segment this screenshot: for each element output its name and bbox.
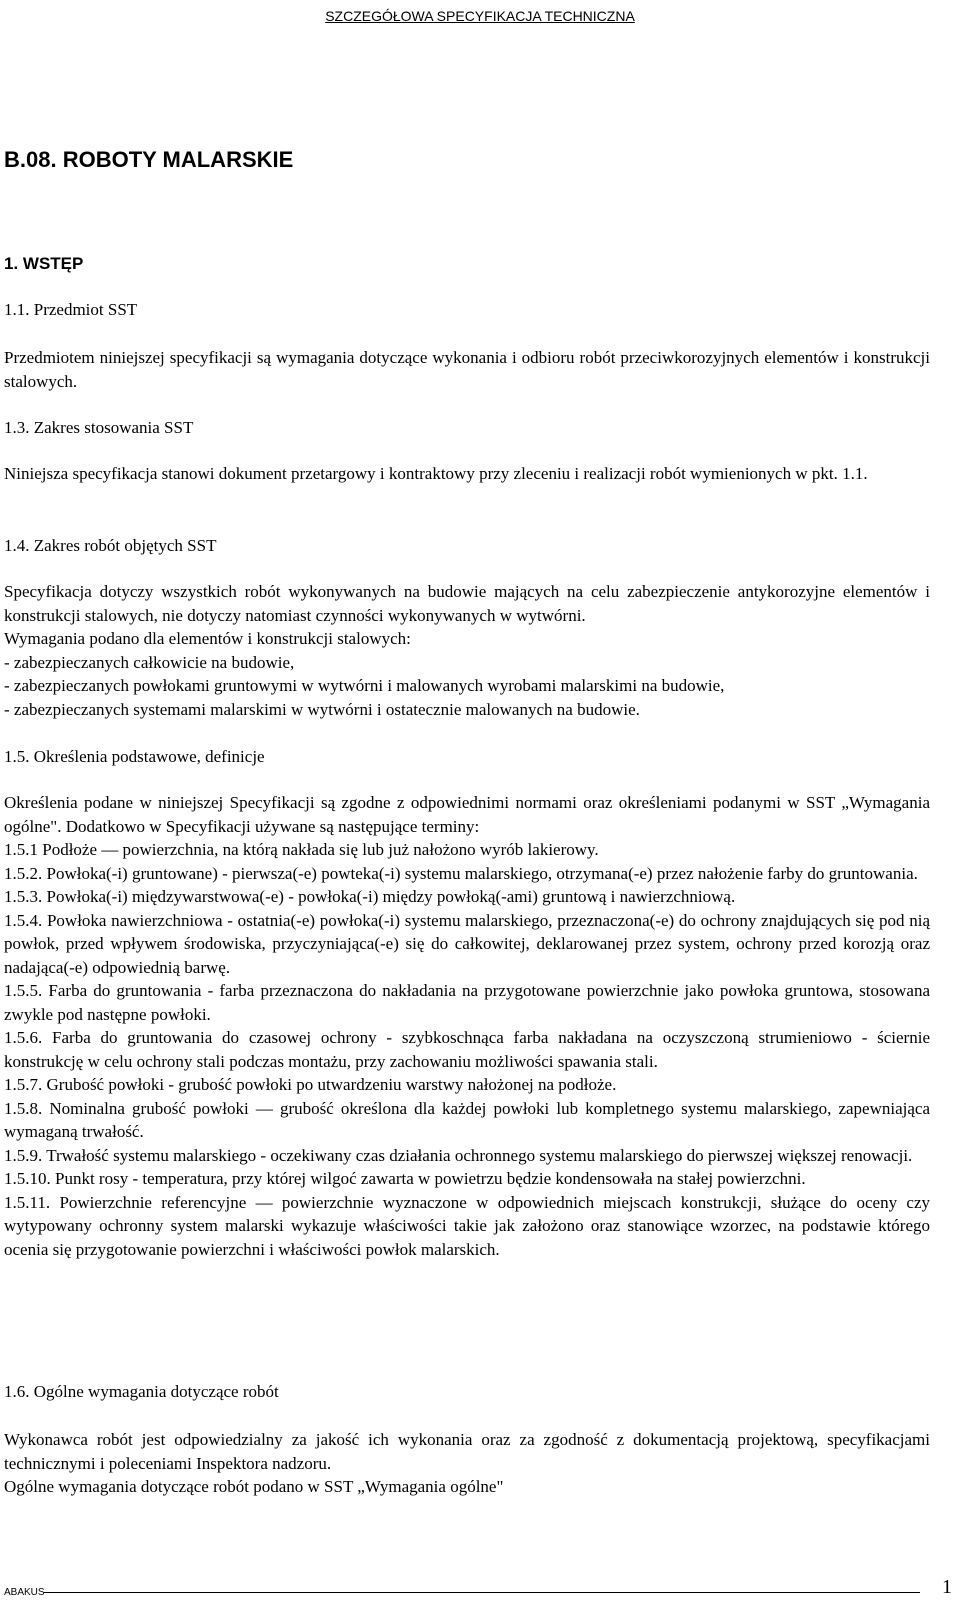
paragraph-1-6: Wykonawca robót jest odpowiedzialny za jakość ich wykonania oraz za zgodność z dokumentacją projektową, specyfikacjami technicznymi i poleceniami Inspektora nadzoru. <box>4 1430 930 1473</box>
heading-1-5: 1.5. Określenia podstawowe, definicje <box>4 747 265 766</box>
document-title: B.08. ROBOTY MALARSKIE <box>4 147 294 172</box>
section-1-4-body <box>4 580 930 721</box>
definition-item: 1.5.2. Powłoka(-i) gruntowane) - pierwsza(-e) powteka(-i) systemu malarskiego, otrzymana(-e) przez nałożenie farby do gruntowania. <box>4 863 918 883</box>
page-number: 1 <box>942 1576 952 1598</box>
paragraph-1-5-intro: Określenia podane w niniejszej Specyfikacji są zgodne z odpowiednimi normami oraz określeniami podanymi w SST „Wymagania ogólne". Dodatkowo w Specyfikacji używane są następujące terminy: <box>4 793 930 836</box>
list-item: - zabezpieczanych systemami malarskimi w wytwórni i ostatecznie malowanych na budowie. <box>4 699 640 719</box>
definition-item: 1.5.7. Grubość powłoki - grubość powłoki po utwardzeniu warstwy nałożonej na podłoże. <box>4 1075 617 1094</box>
heading-1-3: 1.3. Zakres stosowania SST <box>4 418 194 437</box>
definition-item: 1.5.5. Farba do gruntowania - farba przeznaczona do nakładania na przygotowane powierzchnie jako powłoka gruntowa, stosowana zwykle pod następne powłoki. <box>4 981 930 1024</box>
footer-company: ABAKUS <box>4 1587 45 1598</box>
heading-1-1: 1.1. Przedmiot SST <box>4 300 138 319</box>
list-item: - zabezpieczanych całkowicie na budowie, <box>4 652 295 672</box>
document-header: SZCZEGÓŁOWA SPECYFIKACJA TECHNICZNA <box>325 8 635 24</box>
definition-item: 1.5.8. Nominalna grubość powłoki — grubość określona dla każdej powłoki lub kompletnego systemu malarskiego, zapewniająca wymaganą trwałość. <box>4 1098 930 1141</box>
definition-item: 1.5.1 Podłoże — powierzchnia, na którą nakłada się lub już nałożono wyrób lakierowy. <box>4 840 599 859</box>
paragraph-1-4-requirements: Wymagania podano dla elementów i konstrukcji stalowych: <box>4 629 411 648</box>
paragraph-1-3: Niniejsza specyfikacja stanowi dokument przetargowy i kontraktowy przy zleceniu i realizacji robót wymienionych w pkt. 1.1. <box>4 464 868 483</box>
definition-item: 1.5.11. Powierzchnie referencyjne — powierzchnie wyznaczone w odpowiednich miejscach konstrukcji, służące do oceny czy wytypowany ochronny system malarski wykazuje właściwości takie jak założono oraz stanowiące wzorzec, na podstawie którego ocenia się przygotowanie powierzchni i właściwości powłok malarskich. <box>4 1192 930 1259</box>
definition-item: 1.5.4. Powłoka nawierzchniowa - ostatnia(-e) powłoka(-i) systemu malarskiego, przeznaczona(-e) do ochrony znajdujących się pod nią powłok, przed wpływem środowiska, przyczyniająca(-e) się do całkowitej, deklarowanej przez system, ochrony przed korozją oraz nadająca(-e) odpowiednią barwę. <box>4 910 930 977</box>
paragraph-1-1: Przedmiotem niniejszej specyfikacji są wymagania dotyczące wykonania i odbioru robót przeciwkorozyjnych elementów i konstrukcji stalowych. <box>4 348 930 391</box>
definition-item: 1.5.3. Powłoka(-i) międzywarstwowa(-e) - powłoka(-i) między powłoką(-ami) gruntową i nawierzchniową. <box>4 887 736 906</box>
definition-item: 1.5.9. Trwałość systemu malarskiego - oczekiwany czas działania ochronnego systemu malarskiego do pierwszej większej renowacji. <box>4 1145 913 1165</box>
paragraph-1-4: Specyfikacja dotyczy wszystkich robót wykonywanych na budowie mających na celu zabezpieczenie antykorozyjne elementów i konstrukcji stalowych, nie dotyczy natomiast czynności wykonywanych w wytwórni. <box>4 582 930 625</box>
footer-divider <box>44 1592 920 1593</box>
list-item: - zabezpieczanych powłokami gruntowymi w wytwórni i malowanych wyrobami malarskimi na budowie, <box>4 676 725 695</box>
paragraph-1-6-general: Ogólne wymagania dotyczące robót podano w SST „Wymagania ogólne" <box>4 1477 504 1496</box>
section-heading-1: 1. WSTĘP <box>4 254 84 273</box>
section-1-6-body <box>4 1428 930 1499</box>
definition-item: 1.5.6. Farba do gruntowania do czasowej ochrony - szybkoschnąca farba nakładana na oczyszczoną strumieniowo - ściernie konstrukcję w celu ochrony stali podczas montażu, przy zachowaniu możliwości spawania stali. <box>4 1028 930 1071</box>
section-1-5-body <box>4 791 930 1261</box>
heading-1-4: 1.4. Zakres robót objętych SST <box>4 536 217 555</box>
definition-item: 1.5.10. Punkt rosy - temperatura, przy której wilgoć zawarta w powietrzu będzie kondensowała na stałej powierzchni. <box>4 1169 806 1188</box>
heading-1-6: 1.6. Ogólne wymagania dotyczące robót <box>4 1382 279 1401</box>
